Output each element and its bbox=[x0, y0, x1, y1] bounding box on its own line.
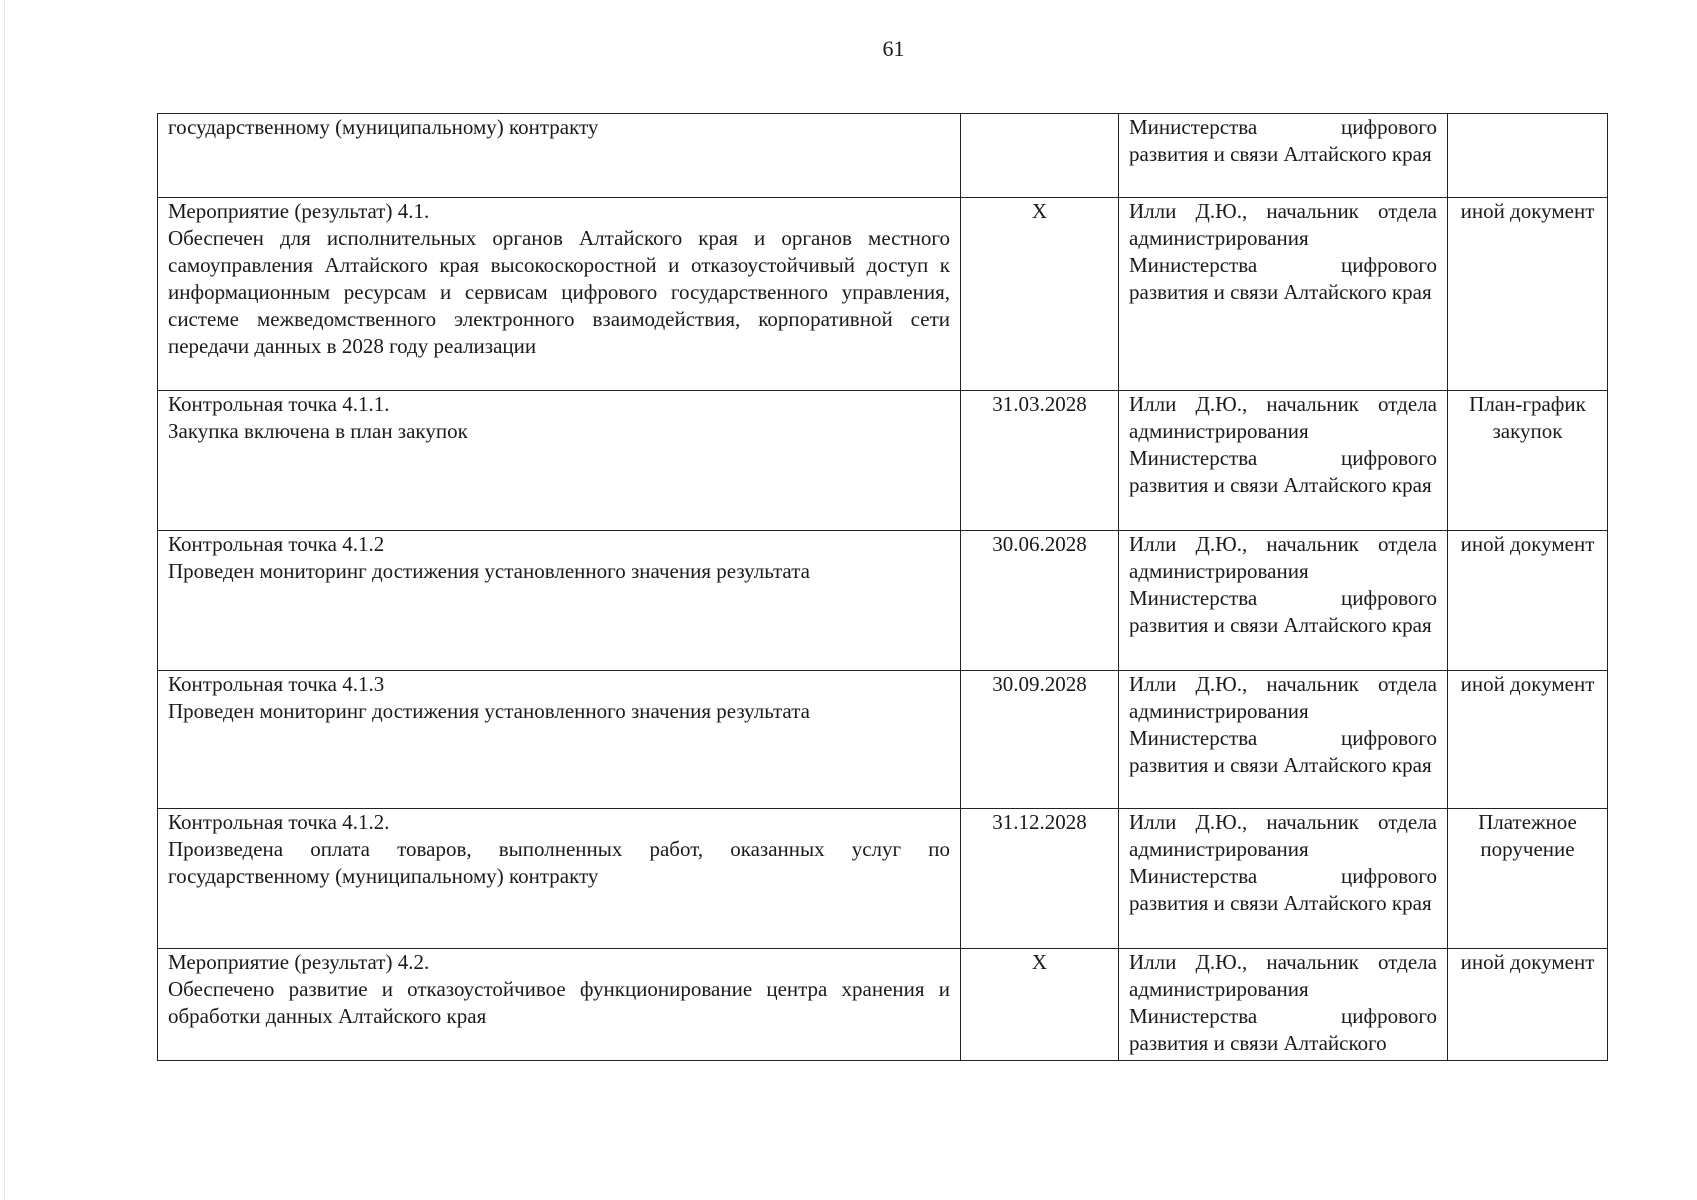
description-text: Обеспечено развитие и отказоустойчивое функционирование центра хранения и обработки данных Алтайского края bbox=[168, 977, 950, 1028]
responsible-text: Илли Д.Ю., начальник отдела администрирования Министерства цифрового развития и связи Алтайского края bbox=[1129, 392, 1437, 497]
responsible-cell bbox=[1119, 198, 1448, 391]
description-text: Закупка включена в план закупок bbox=[168, 419, 468, 443]
responsible-text: Илли Д.Ю., начальник отдела администрирования Министерства цифрового развития и связи Алтайского края bbox=[1129, 672, 1437, 777]
responsible-cell bbox=[1119, 391, 1448, 531]
table-row bbox=[158, 198, 1608, 391]
description-cell bbox=[158, 809, 961, 949]
description-cell bbox=[158, 198, 961, 391]
description-title: Мероприятие (результат) 4.1. bbox=[168, 199, 430, 223]
description-cell bbox=[158, 531, 961, 671]
description-text: Произведена оплата товаров, выполненных работ, оказанных услуг по государственному (муниципальному) контракту bbox=[168, 837, 950, 888]
description-cell bbox=[158, 671, 961, 809]
document-cell bbox=[1448, 114, 1608, 198]
table-row bbox=[158, 114, 1608, 198]
date-cell: Х bbox=[961, 949, 1119, 1061]
description-text: Проведен мониторинг достижения установленного значения результата bbox=[168, 699, 810, 723]
table-row bbox=[158, 809, 1608, 949]
document-cell: иной документ bbox=[1448, 531, 1608, 671]
date-cell bbox=[961, 114, 1119, 198]
description-cell bbox=[158, 949, 961, 1061]
responsible-text: Илли Д.Ю., начальник отдела администрирования Министерства цифрового развития и связи Алтайского края bbox=[1129, 532, 1437, 637]
description-text: Проведен мониторинг достижения установленного значения результата bbox=[168, 559, 810, 583]
description-title: Мероприятие (результат) 4.2. bbox=[168, 950, 430, 974]
document-cell: Платежное поручение bbox=[1448, 809, 1608, 949]
responsible-text: Илли Д.Ю., начальник отдела администрирования Министерства цифрового развития и связи Алтайского bbox=[1129, 950, 1437, 1055]
responsible-text: Илли Д.Ю., начальник отдела администрирования Министерства цифрового развития и связи Алтайского края bbox=[1129, 199, 1437, 304]
description-title: Контрольная точка 4.1.3 bbox=[168, 672, 385, 696]
responsible-text: Илли Д.Ю., начальник отдела администрирования Министерства цифрового развития и связи Алтайского края bbox=[1129, 810, 1437, 915]
description-cell bbox=[158, 114, 961, 198]
responsible-cell bbox=[1119, 949, 1448, 1061]
plan-table bbox=[157, 113, 1608, 1061]
table-row bbox=[158, 949, 1608, 1061]
table-row bbox=[158, 391, 1608, 531]
date-cell: 31.03.2028 bbox=[961, 391, 1119, 531]
responsible-cell bbox=[1119, 809, 1448, 949]
description-cell bbox=[158, 391, 961, 531]
description-title: Контрольная точка 4.1.2 bbox=[168, 532, 385, 556]
document-cell: иной документ bbox=[1448, 671, 1608, 809]
description-title: Контрольная точка 4.1.1. bbox=[168, 392, 390, 416]
description-title: Контрольная точка 4.1.2. bbox=[168, 810, 390, 834]
description-text: государственному (муниципальному) контракту bbox=[168, 115, 599, 139]
table-row bbox=[158, 531, 1608, 671]
scan-edge-line bbox=[4, 0, 5, 1200]
document-cell: План-график закупок bbox=[1448, 391, 1608, 531]
responsible-text: Министерства цифрового развития и связи Алтайского края bbox=[1129, 115, 1437, 166]
date-cell: 31.12.2028 bbox=[961, 809, 1119, 949]
responsible-cell bbox=[1119, 671, 1448, 809]
document-cell: иной документ bbox=[1448, 949, 1608, 1061]
responsible-cell bbox=[1119, 531, 1448, 671]
table-row bbox=[158, 671, 1608, 809]
responsible-cell bbox=[1119, 114, 1448, 198]
date-cell: Х bbox=[961, 198, 1119, 391]
description-text: Обеспечен для исполнительных органов Алтайского края и органов местного самоуправления Алтайского края высокоскоростной и отказоустойчивый доступ к информационным ресурсам и сервисам цифрового государственного управления, системе межведомственного электронного взаимодействия, корпоративной сети передачи данных в 2028 году реализации bbox=[168, 226, 950, 358]
document-cell: иной документ bbox=[1448, 198, 1608, 391]
date-cell: 30.09.2028 bbox=[961, 671, 1119, 809]
page-number: 61 bbox=[882, 36, 905, 61]
date-cell: 30.06.2028 bbox=[961, 531, 1119, 671]
